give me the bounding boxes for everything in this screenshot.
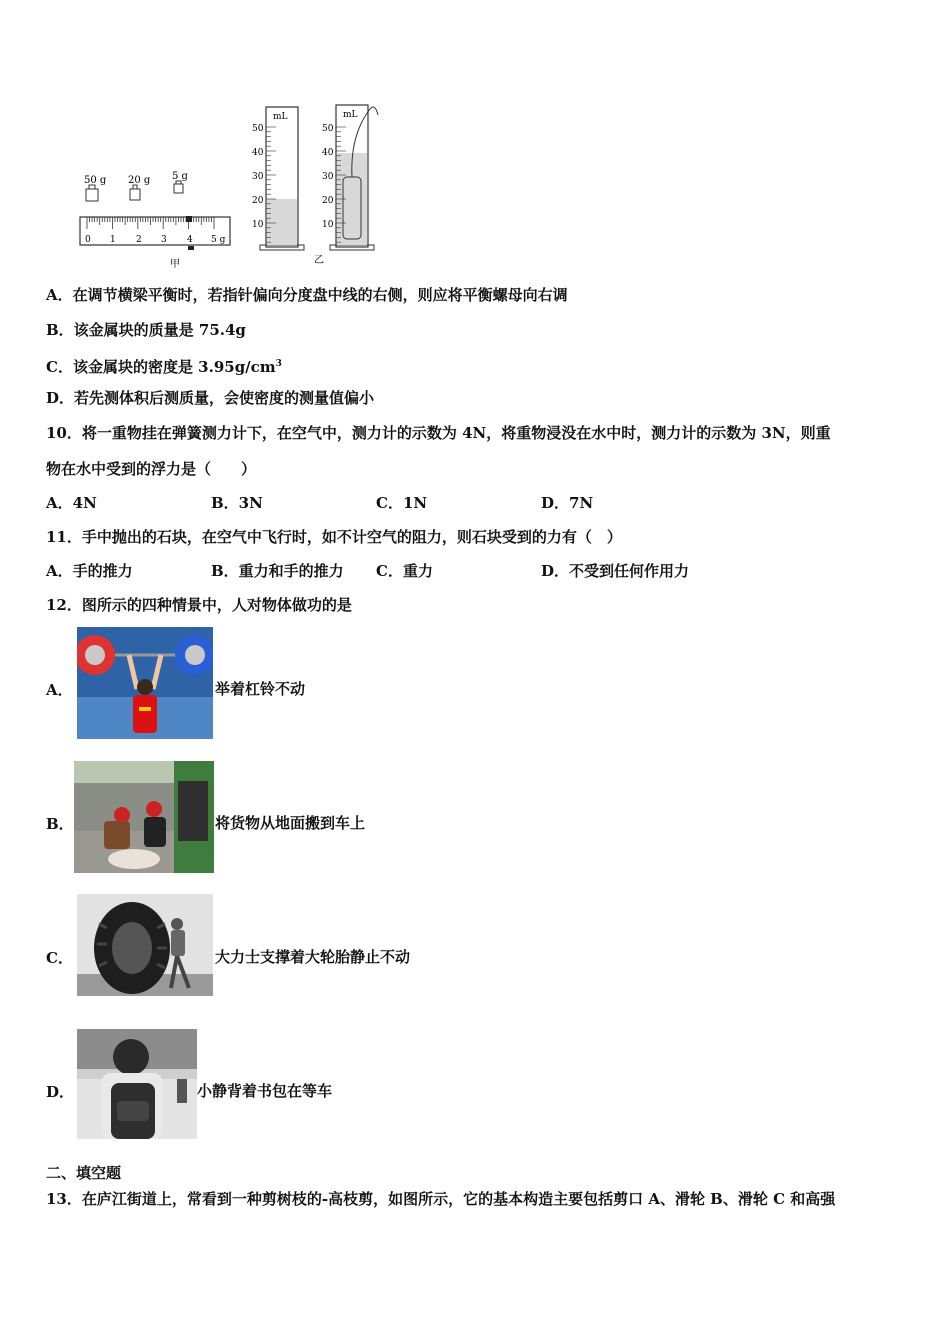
q12-option-b-caption: 将货物从地面搬到车上: [215, 814, 366, 832]
label-yi: 乙: [314, 255, 324, 266]
q10-stem-line1: 10．将一重物挂在弹簧测力计下，在空气中，测力计的示数为 4N，将重物浸没在水中时，测力计的示数为 3N，则重: [46, 424, 831, 442]
weight-20g-label: 20 g: [128, 175, 151, 186]
cylinder-1-tick-20: 20: [252, 196, 264, 206]
q10-option-d: D．7N: [541, 494, 594, 512]
q10-option-b: B．3N: [211, 494, 263, 512]
scale-tick-3: 3: [161, 235, 167, 245]
cylinder-2-tick-50: 50: [322, 124, 334, 134]
scale-bar: [80, 216, 230, 250]
q9-option-b: B．该金属块的质量是 75.4g: [46, 321, 246, 339]
q9-option-c-text: C．该金属块的密度是 3.95g/cm: [46, 358, 276, 376]
q12-option-c-caption: 大力士支撑着大轮胎静止不动: [215, 948, 411, 966]
q12-option-d-caption: 小静背着书包在等车: [197, 1082, 333, 1100]
scale-tick-4: 4: [187, 235, 193, 245]
q11-option-a: A．手的推力: [46, 562, 133, 580]
q10-option-a: A．4N: [46, 494, 97, 512]
cylinder-2-tick-10: 10: [322, 220, 334, 230]
q12-option-d-letter: D．: [46, 1083, 75, 1101]
scale-tick-0: 0: [85, 235, 91, 245]
weight-50g: [84, 175, 107, 201]
q12-option-a-letter: A．: [46, 681, 73, 699]
scale-tick-2: 2: [136, 235, 142, 245]
q9-option-c-sup: 3: [275, 359, 282, 369]
q11-option-c: C．重力: [376, 562, 433, 580]
q9-option-c: [46, 354, 282, 377]
weight-50g-label: 50 g: [84, 175, 107, 186]
q10-stem-line2: 物在水中受到的浮力是（ ）: [46, 460, 257, 478]
q12-stem: 12．图所示的四种情景中，人对物体做功的是: [46, 596, 352, 614]
cylinder-1-tick-40: 40: [252, 148, 264, 158]
scale-tick-5: 5 g: [211, 235, 226, 245]
q13-stem: 13．在庐江街道上，常看到一种剪树枝的-高枝剪，如图所示，它的基本构造主要包括剪口 A、滑轮 B、滑轮 C 和高强: [46, 1190, 836, 1208]
backpack-girl-photo: [77, 1029, 197, 1139]
weightlifter-photo: [77, 627, 213, 739]
q11-stem: 11．手中抛出的石块，在空气中飞行时，如不计空气的阻力，则石块受到的力有（ ）: [46, 528, 622, 546]
weight-5g-label: 5 g: [172, 171, 188, 182]
cylinder-1-unit: mL: [273, 112, 288, 122]
label-jia: 甲: [170, 259, 180, 270]
graduated-cylinder-2: [322, 105, 378, 250]
cylinder-1-tick-10: 10: [252, 220, 264, 230]
q9-option-d: D．若先测体积后测质量，会使密度的测量值偏小: [46, 389, 375, 407]
cylinder-1-tick-30: 30: [252, 172, 264, 182]
cylinder-2-tick-30: 30: [322, 172, 334, 182]
q12-option-b-letter: B．: [46, 815, 74, 833]
graduated-cylinder-1: [252, 107, 304, 250]
tire-strongman-photo: [77, 894, 213, 996]
cylinder-2-unit: mL: [343, 110, 358, 120]
moving-goods-photo: [74, 761, 214, 873]
weight-5g: [172, 171, 189, 193]
scale-tick-1: 1: [110, 235, 116, 245]
q9-option-a: A．在调节横梁平衡时，若指针偏向分度盘中线的右侧，则应将平衡螺母向右调: [46, 286, 568, 304]
weight-20g: [128, 175, 151, 200]
balance-cylinder-figure: [70, 95, 390, 275]
cylinder-2-tick-40: 40: [322, 148, 334, 158]
q10-option-c: C．1N: [376, 494, 428, 512]
section-title: 二、填空题: [46, 1164, 122, 1182]
cylinder-1-tick-50: 50: [252, 124, 264, 134]
cylinder-2-tick-20: 20: [322, 196, 334, 206]
q11-option-b: B．重力和手的推力: [211, 562, 344, 580]
q11-option-d: D．不受到任何作用力: [541, 562, 690, 580]
q12-option-c-letter: C．: [46, 949, 73, 967]
q12-option-a-caption: 举着杠铃不动: [215, 680, 306, 698]
